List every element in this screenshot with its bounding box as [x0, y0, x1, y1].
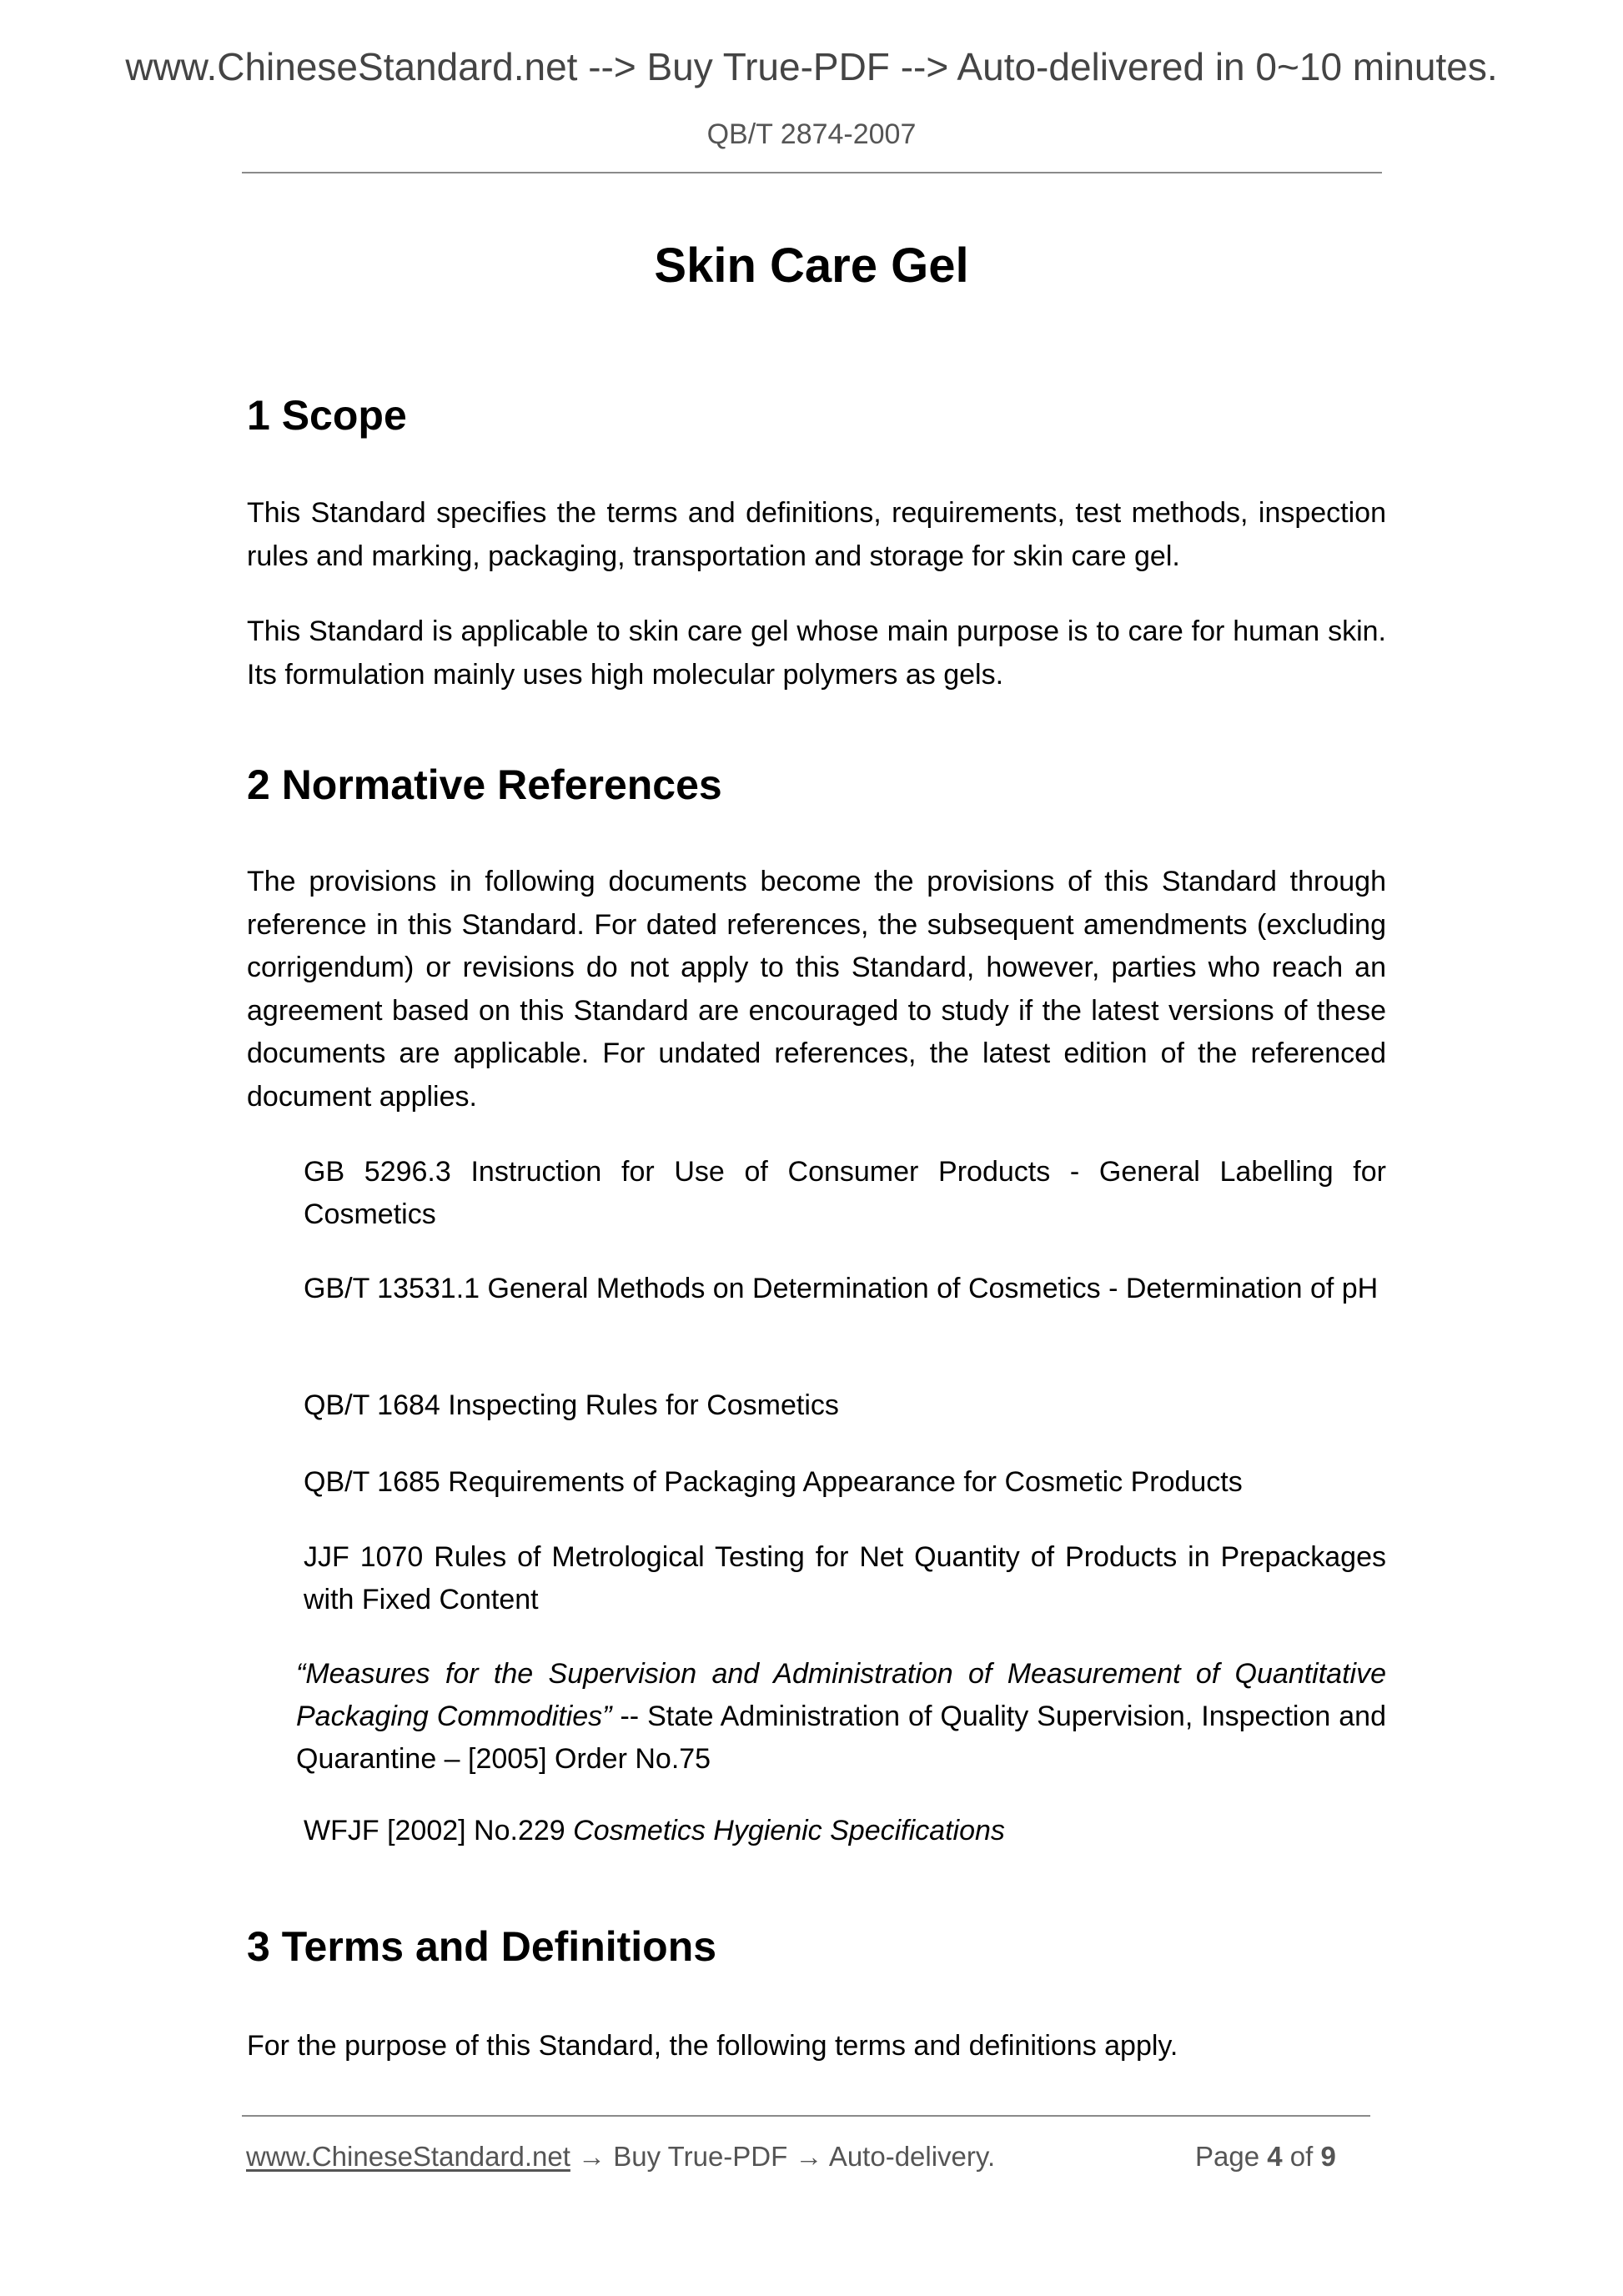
section-heading-scope: 1 Scope: [247, 392, 407, 439]
reference-title-italic: “Measures for the Supervision and Administration of Measurement of Quantitative Packaging Commodities”: [296, 1658, 1386, 1732]
reference-text: GB 5296.3 Instruction for Use of Consumer Products - General Labelling for Cosmetics: [304, 1156, 1386, 1230]
paragraph-text: This Standard is applicable to skin care gel whose main purpose is to care for human skin. Its formulation mainly uses high molecular polymers as gels.: [247, 615, 1386, 691]
terms-intro-paragraph: [247, 2025, 1386, 2068]
reference-item-measures: [296, 1653, 1386, 1781]
page-total: 9: [1320, 2141, 1336, 2172]
normative-intro-paragraph: [247, 861, 1386, 1118]
top-banner: www.ChineseStandard.net --> Buy True-PDF --> Auto-delivered in 0~10 minutes.: [125, 45, 1498, 88]
scope-paragraph-2: [247, 610, 1386, 696]
footer-site-link[interactable]: www.ChineseStandard.net: [246, 2141, 570, 2172]
scope-paragraph-1: [247, 492, 1386, 578]
paragraph-text: For the purpose of this Standard, the following terms and definitions apply.: [247, 2030, 1178, 2062]
footer-text: → Buy True-PDF → Auto-delivery.: [570, 2141, 996, 2172]
page-of-label: of: [1289, 2141, 1314, 2172]
reference-text: GB/T 13531.1 General Methods on Determination of Cosmetics - Determination of pH: [304, 1273, 1379, 1304]
reference-text: QB/T 1685 Requirements of Packaging Appearance for Cosmetic Products: [304, 1466, 1243, 1498]
reference-item: [304, 1268, 1386, 1310]
reference-title-italic: Cosmetics Hygienic Specifications: [573, 1815, 1005, 1846]
footer-left: [246, 2140, 995, 2173]
reference-item: [304, 1384, 1386, 1427]
header-divider: [242, 172, 1382, 173]
reference-item: [304, 1151, 1386, 1236]
section-heading-terms-definitions: 3 Terms and Definitions: [247, 1923, 717, 1970]
page-label: Page: [1195, 2141, 1260, 2172]
footer-divider: [242, 2115, 1370, 2117]
document-code: QB/T 2874-2007: [706, 118, 917, 150]
reference-text: QB/T 1684 Inspecting Rules for Cosmetics: [304, 1389, 839, 1421]
reference-item-wfjf: [304, 1810, 1386, 1852]
page-indicator: [1195, 2140, 1336, 2173]
reference-text: JJF 1070 Rules of Metrological Testing for Net Quantity of Products in Prepackages with Fixed Content: [304, 1541, 1386, 1615]
reference-text: WFJF [2002] No.229: [304, 1815, 574, 1846]
paragraph-text: This Standard specifies the terms and definitions, requirements, test methods, inspection rules and marking, packaging, transportation and storage for skin care gel.: [247, 497, 1386, 572]
paragraph-text: The provisions in following documents become the provisions of this Standard through reference in this Standard. For dated references, the subsequent amendments (excluding corrigendum) or revisions do not apply to this Standard, however, parties who reach an agreement based on this Standard are encouraged to study if the latest versions of these documents are applicable. For undated references, the latest edition of the referenced document applies.: [247, 866, 1386, 1113]
page-current: 4: [1267, 2141, 1283, 2172]
page-title: Skin Care Gel: [654, 239, 969, 293]
section-heading-normative-references: 2 Normative References: [247, 761, 722, 808]
reference-text: -- State Administration of Quality Supervision, Inspection and Quarantine – [2005] Order No.75: [296, 1701, 1386, 1775]
reference-item: [304, 1536, 1386, 1621]
reference-item: [304, 1461, 1386, 1504]
